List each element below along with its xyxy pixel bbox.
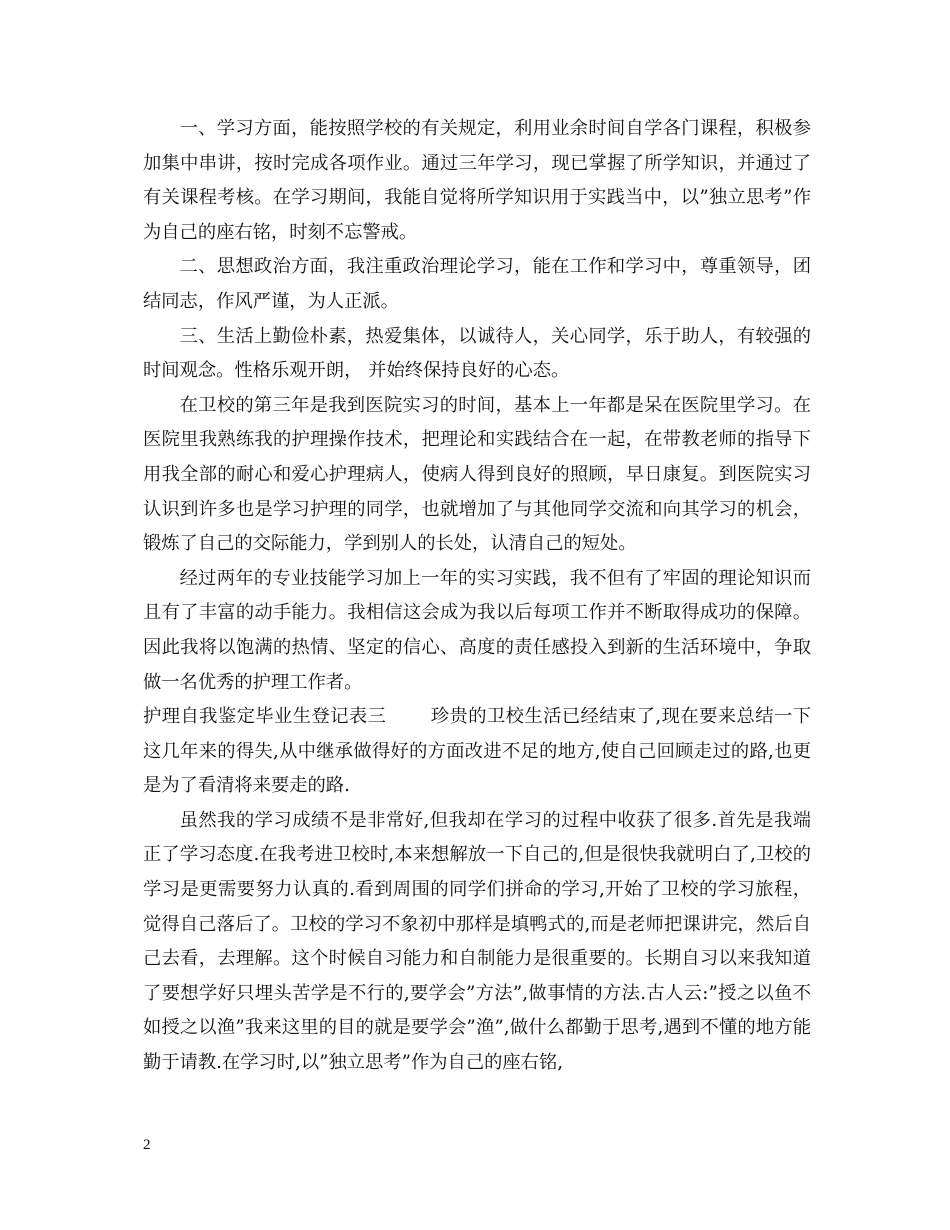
paragraph-politics: 二、思想政治方面，我注重政治理论学习，能在工作和学习中，尊重领导，团结同志，作风严谨，为人正派。 <box>143 256 811 312</box>
section-lead: 珍贵的卫校生活已经结束了,现在要来总结一下这几年来的得失,从中继承做得好的方面改进不足的地方,使自己回顾走过的路,也更是为了看清将来要走的路. <box>143 706 812 797</box>
paragraph-study: 一、学习方面，能按照学校的有关规定，利用业余时间自学各门课程，积极参加集中串讲，按时完成各项作业。通过三年学习，现已掌握了所学知识，并通过了有关课程考核。在学习期间，我能自觉将所学知识用于实践当中，以”独立思考”作为自己的座右铭，时刻不忘警戒。 <box>143 118 811 243</box>
section-title: 护理自我鉴定毕业生登记表三 <box>143 706 387 728</box>
paragraph-life: 三、生活上勤俭朴素，热爱集体，以诚待人，关心同学，乐于助人，有较强的时间观念。性格乐观开朗， 并始终保持良好的心态。 <box>143 325 811 382</box>
paragraph-internship: 在卫校的第三年是我到医院实习的时间，基本上一年都是呆在医院里学习。在医院里我熟练我的护理操作技术，把理论和实践结合在一起，在带教老师的指导下用我全部的耐心和爱心护理病人，使病人得到良好的照顾，早日康复。到医院实习认识到许多也是学习护理的同学，也就增加了与其他同学交流和向其学习的机会，锻炼了自己的交际能力，学到别人的长处，认清自己的短处。 <box>143 394 811 555</box>
paragraph-closing: 虽然我的学习成绩不是非常好,但我却在学习的过程中收获了很多.首先是我端正了学习态度.在我考进卫校时,本来想解放一下自己的,但是很快我就明白了,卫校的学习是更需要努力认真的.看到周围的同学们拼命的学习,开始了卫校的学习旅程，觉得自己落后了。卫校的学习不象初中那样是填鸭式的,而是老师把课讲完，然后自己去看，去理解。这个时候自习能力和自制能力是很重要的。长期自习以来我知道了要想学好只埋头苦学是不行的,要学会”方法”,做事情的方法.古人云:”授之以鱼不如授之以渔”我来这里的目的就是要学会”渔”,做什么都勤于思考,遇到不懂的地方能勤于请教.在学习时,以”独立思考”作为自己的座右铭, <box>143 809 811 1074</box>
document-body <box>143 112 811 1081</box>
page-number: 2 <box>143 1137 151 1153</box>
section-paragraph <box>143 700 811 804</box>
paragraph-summary: 经过两年的专业技能学习加上一年的实习实践，我不但有了牢固的理论知识而且有了丰富的动手能力。我相信这会成为我以后每项工作并不断取得成功的保障。因此我将以饱满的热情、坚定的信心、高度的责任感投入到新的生活环境中，争取做一名优秀的护理工作者。 <box>143 567 811 693</box>
